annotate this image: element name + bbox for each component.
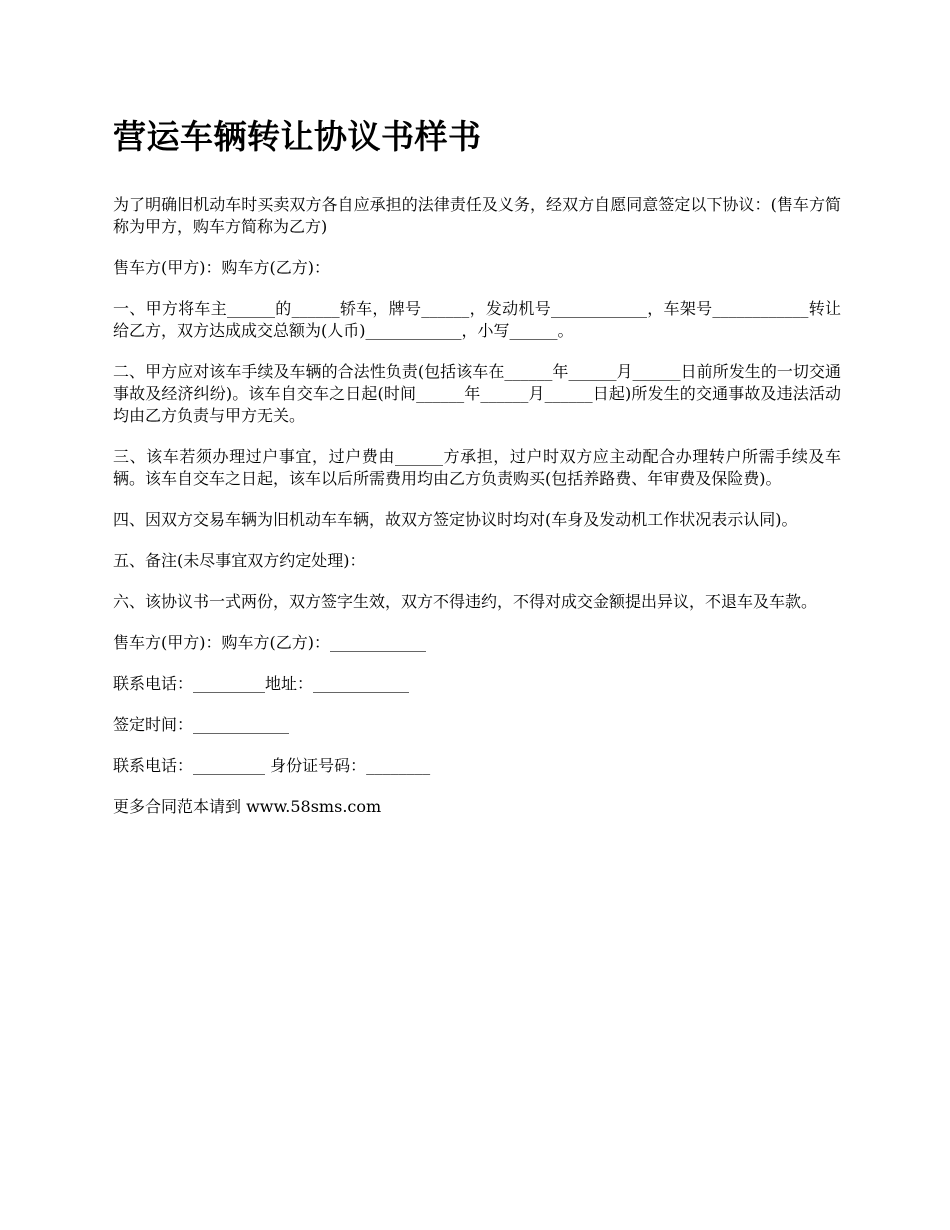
footer-link-text: 更多合同范本请到 www.58sms.com [113, 797, 382, 816]
clause-3: 三、该车若须办理过户事宜，过户费由______方承担，过户时双方应主动配合办理转户所需手续及车辆。该车自交车之日起，该车以后所需费用均由乙方负责购买(包括养路费、年审费及保险费)。 [113, 447, 841, 488]
contact-address-line: 联系电话：_________地址：____________ [113, 674, 410, 693]
parties-line: 售车方(甲方)：购车方(乙方)： [113, 258, 330, 277]
clause-6: 六、该协议书一式两份，双方签字生效，双方不得违约，不得对成交金额提出异议，不退车及车款。 [113, 592, 818, 611]
document-title: 营运车辆转让协议书样书 [113, 117, 482, 156]
signature-parties-line: 售车方(甲方)：购车方(乙方)：____________ [113, 633, 426, 652]
clause-1: 一、甲方将车主______的______轿车，牌号______，发动机号____________，车架号____________转让给乙方，双方达成成交总额为(人币)____________，小写______。 [113, 299, 841, 340]
clause-2: 二、甲方应对该车手续及车辆的合法性负责(包括该车在______年______月______日前所发生的一切交通事故及经济纠纷)。该车自交车之日起(时间______年______月______日起)所发生的交通事故及违法活动均由乙方负责与甲方无关。 [113, 362, 841, 425]
clause-5: 五、备注(未尽事宜双方约定处理)： [113, 551, 366, 570]
document-page [113, 112, 841, 837]
intro-paragraph: 为了明确旧机动车时买卖双方各自应承担的法律责任及义务，经双方自愿同意签定以下协议：(售车方简称为甲方，购车方简称为乙方) [113, 195, 841, 236]
contact-id-line: 联系电话：_________ 身份证号码：________ [113, 756, 431, 775]
signing-date-line: 签定时间：____________ [113, 715, 290, 734]
clause-4: 四、因双方交易车辆为旧机动车车辆，故双方签定协议时均对(车身及发动机工作状况表示认同)。 [113, 510, 798, 529]
